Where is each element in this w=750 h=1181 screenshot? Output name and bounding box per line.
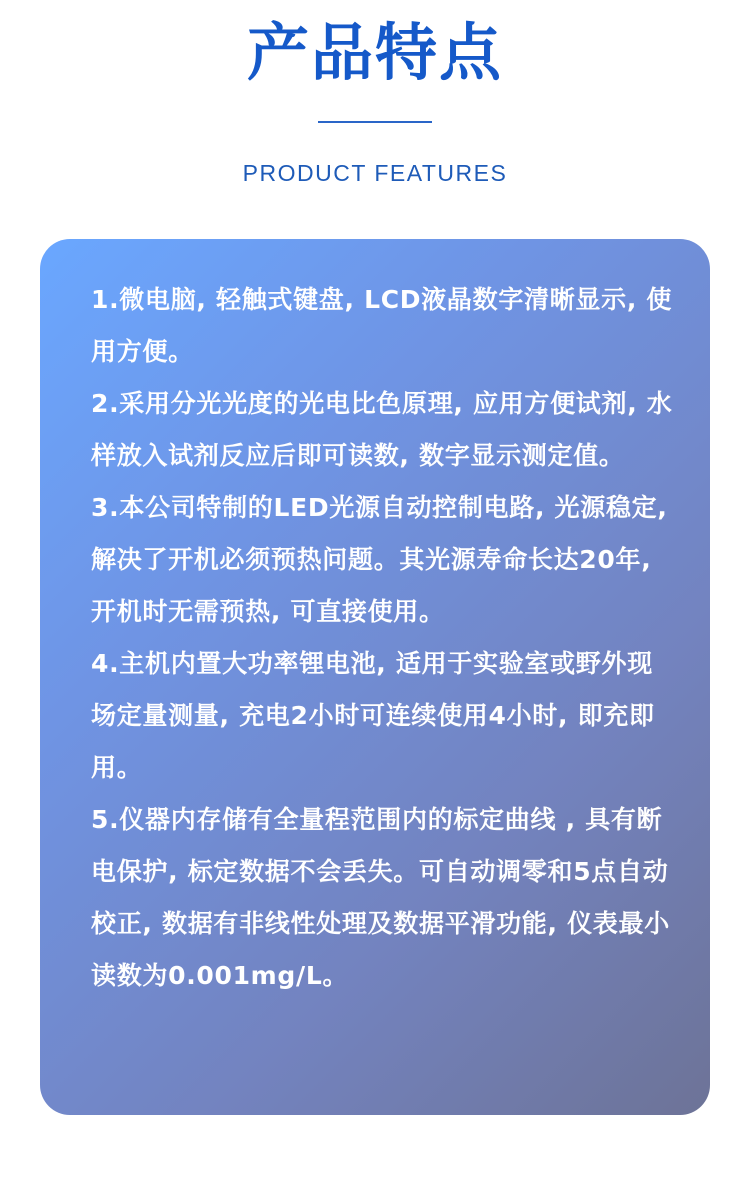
page-subtitle: PRODUCT FEATURES <box>242 160 508 186</box>
title-divider <box>318 121 432 123</box>
feature-item-2: 2.采用分光光度的光电比色原理, 应用方便试剂, 水样放入试剂反应后即可读数, 数字显示测定值。 <box>91 389 673 470</box>
feature-item-1: 1.微电脑, 轻触式键盘, LCD液晶数字清晰显示, 使用方便。 <box>91 285 673 366</box>
feature-item-3: 3.本公司特制的LED光源自动控制电路, 光源稳定, 解决了开机必须预热问题。其光源寿命长达20年, 开机时无需预热, 可直接使用。 <box>91 493 668 626</box>
feature-item-4: 4.主机内置大功率锂电池, 适用于实验室或野外现场定量测量, 充电2小时可连续使用4小时, 即充即用。 <box>91 649 655 782</box>
feature-item-5: 5.仪器内存储有全量程范围内的标定曲线 , 具有断电保护, 标定数据不会丢失。可自动调零和5点自动校正, 数据有非线性处理及数据平滑功能, 仪表最小读数为0.001mg/L。 <box>91 805 670 990</box>
page-title: 产品特点 <box>246 16 503 89</box>
features-list <box>91 274 676 1002</box>
